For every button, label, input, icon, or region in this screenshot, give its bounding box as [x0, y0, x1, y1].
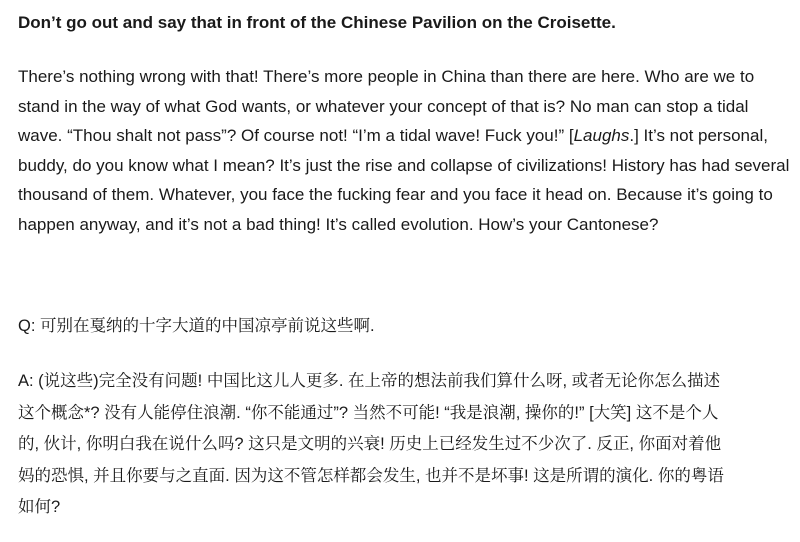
answer-chinese-line: A: (说这些)完全没有问题! 中国比这儿人更多. 在上帝的想法前我们算什么呀, 或者无论你怎么描述	[18, 372, 721, 390]
answer-english-text-part1: There’s nothing wrong with that! There’s more people in China than there are here. Who are we to stand in the way of what God wants, or whatever your concept of that is? No man can stop a tidal wave. “Thou shalt not pass”? Of course not! “I’m a tidal wave! Fuck you!” [	[18, 67, 755, 145]
answer-english-text-part2: .] It’s not personal, buddy, do you know what I mean? It’s just the rise and collapse of civilizations! History has had several thousand of them. Whatever, you face the fucking fear and you face it head on. Because it’s going to happen anyway, and it’s not a bad thing! It’s called evolution. How’s your Cantonese?	[18, 126, 790, 234]
answer-chinese-line: 的, 伙计, 你明白我在说什么吗? 这只是文明的兴衰! 历史上已经发生过不少次了. 反正, 你面对着他	[18, 435, 722, 453]
question-english: Don’t go out and say that in front of the Chinese Pavilion on the Croisette.	[18, 13, 616, 32]
question-chinese: Q: 可别在戛纳的十字大道的中国凉亭前说这些啊.	[18, 317, 375, 335]
answer-chinese-line: 这个概念*? 没有人能停住浪潮. “你不能通过”? 当然不可能! “我是浪潮, 操你的!” [大笑] 这不是个人	[18, 403, 719, 422]
answer-chinese	[18, 366, 790, 524]
answer-chinese-line: 如何?	[18, 498, 61, 516]
answer-chinese-line: 妈的恐惧, 并且你要与之直面. 因为这不管怎样都会发生, 也并不是坏事! 这是所谓的演化. 你的粤语	[18, 466, 724, 485]
answer-english-italic-laughs: Laughs	[573, 126, 630, 145]
answer-english	[18, 62, 790, 239]
